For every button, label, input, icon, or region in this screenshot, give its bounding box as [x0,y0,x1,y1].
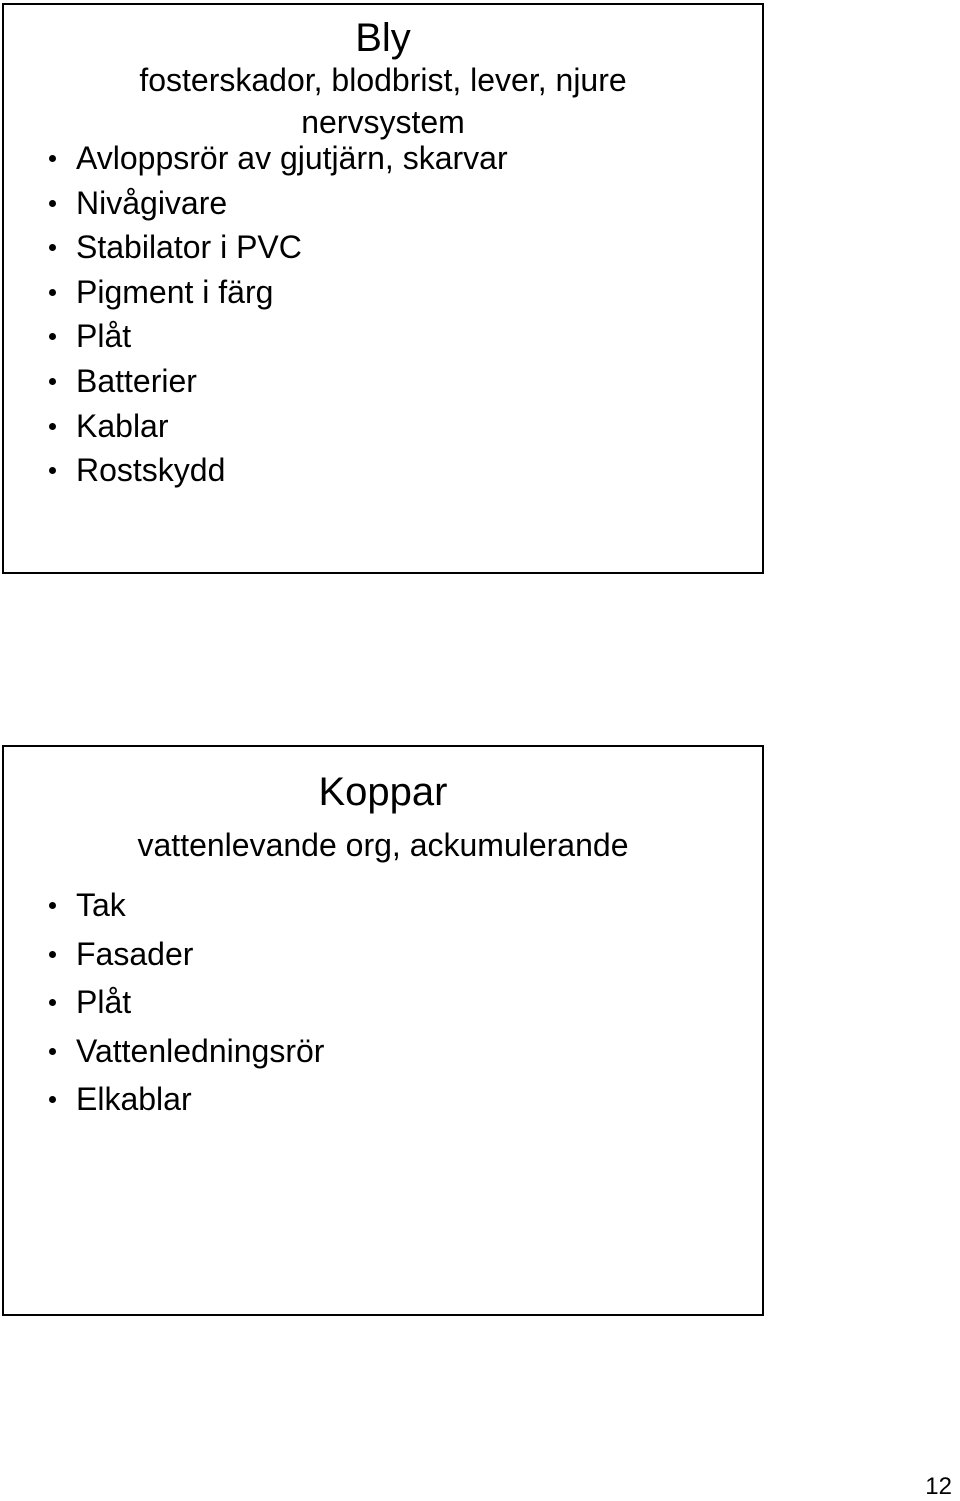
bullet-icon [49,378,56,385]
bullet-text: Vattenledningsrör [76,1032,325,1069]
bullet-list [4,136,508,493]
bullet-text: Tak [76,887,126,923]
bullet-text: Plåt [76,318,132,355]
bullet-text: Avloppsrör av gjutjärn, skarvar [76,140,508,176]
bullet-list [4,881,324,1124]
slide-title: Bly [355,16,411,60]
bullet-icon [49,951,56,958]
slide-title: Koppar [318,770,448,814]
bullet-text: Plåt [76,984,132,1020]
bullet-text: Pigment i färg [76,273,274,310]
page-number: 12 [925,1473,952,1500]
bullet-icon [49,289,56,296]
bullet-icon [49,1048,56,1055]
slide-subtitle-line: nervsystem [301,104,465,140]
bullet-icon [49,467,56,474]
bullet-icon [49,423,56,430]
bullet-icon [49,333,56,340]
bullet-text: Stabilator i PVC [76,229,302,266]
bullet-item [4,930,324,979]
bullet-icon [49,155,56,162]
bullet-item [4,270,508,315]
bullet-item [4,448,508,493]
slide-bly [2,3,764,574]
slide-koppar [2,745,764,1316]
bullet-icon [49,244,56,251]
bullet-text: Elkablar [76,1081,192,1117]
slide-subtitle-line: vattenlevande org, ackumulerande [137,827,629,863]
bullet-item [4,225,508,270]
bullet-item [4,314,508,359]
bullet-item [4,978,324,1027]
bullet-item [4,136,508,181]
bullet-item [4,404,508,449]
bullet-text: Rostskydd [76,452,226,489]
bullet-item [4,1075,324,1124]
bullet-text: Fasader [76,935,194,972]
bullet-icon [49,999,56,1006]
slide-subtitle-line: fosterskador, blodbrist, lever, njure [139,62,627,98]
bullet-item [4,359,508,404]
bullet-icon [49,902,56,909]
bullet-icon [49,200,56,207]
bullet-text: Batterier [76,362,197,399]
bullet-item [4,181,508,226]
bullet-item [4,881,324,930]
bullet-icon [49,1096,56,1103]
bullet-item [4,1027,324,1076]
bullet-text: Kablar [76,407,169,444]
bullet-text: Nivågivare [76,184,228,221]
